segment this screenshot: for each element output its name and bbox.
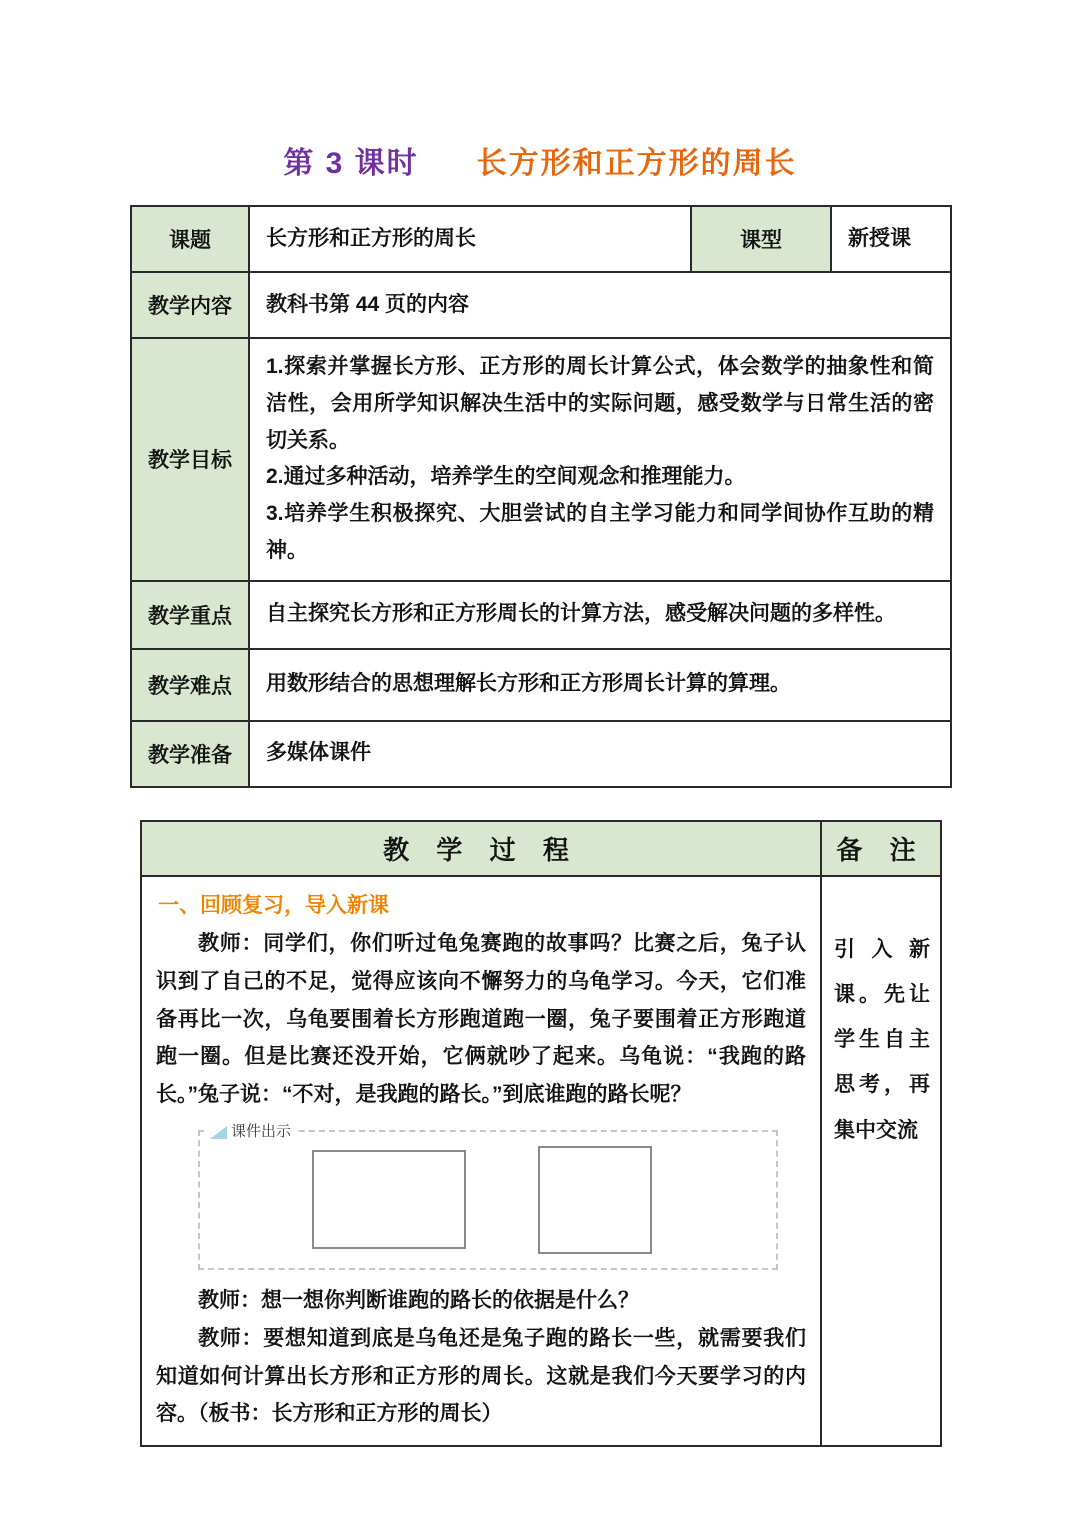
teacher-paragraph: 教师：同学们，你们听过龟兔赛跑的故事吗？比赛之后，兔子认识到了自己的不足，觉得应该向不懈努力的乌龟学习。今天，它们准备再比一次，乌龟要围着长方形跑道跑一圈，兔子要围着正方形跑道跑一圈。但是比赛还没开始，它俩就吵了起来。乌龟说：“我跑的路长。”兔子说：“不对，是我跑的路长。”到底谁跑的路长呢？ [156, 932, 806, 1107]
document-title [0, 138, 1080, 182]
key-point-label: 教学重点 [131, 581, 249, 649]
table-row [131, 206, 951, 272]
teaching-process-table [140, 820, 942, 1447]
teacher-paragraph: 教师：想一想你判断谁跑的路长的依据是什么？ [198, 1288, 639, 1312]
difficulty-value: 用数形结合的思想理解长方形和正方形周长计算的算理。 [249, 649, 951, 721]
note-cell [821, 876, 941, 1446]
section-heading: 一、回顾复习，导入新课 [158, 894, 389, 917]
objective-item: 2.通过多种活动，培养学生的空间观念和推理能力。 [266, 465, 746, 489]
square-shape [538, 1146, 652, 1254]
teacher-paragraph: 教师：要想知道到底是乌龟还是兔子跑的路长一些，就需要我们知道如何计算出长方形和正方形的周长。这就是我们今天要学习的内容。（板书：长方形和正方形的周长） [156, 1326, 806, 1426]
table-row [131, 272, 951, 338]
preparation-value: 多媒体课件 [249, 721, 951, 787]
teaching-content-value: 教科书第 44 页的内容 [249, 272, 951, 338]
objective-item: 3.培养学生积极探究、大胆尝试的自主学习能力和同学间协作互助的精神。 [266, 502, 934, 562]
table-row [141, 876, 941, 1446]
process-content-cell [141, 876, 821, 1446]
preparation-label: 教学准备 [131, 721, 249, 787]
courseware-label-row [204, 1120, 297, 1141]
courseware-callout [198, 1122, 778, 1270]
table-row [141, 821, 941, 876]
table-row [131, 338, 951, 581]
difficulty-label: 教学难点 [131, 649, 249, 721]
subject-label: 课题 [131, 206, 249, 272]
key-point-value: 自主探究长方形和正方形周长的计算方法，感受解决问题的多样性。 [249, 581, 951, 649]
table-row [131, 721, 951, 787]
note-text: 引入新课。先让学生自主思考，再集中交流 [834, 938, 930, 1142]
objectives-label: 教学目标 [131, 338, 249, 581]
lesson-number: 第 3 课时 [283, 147, 419, 180]
objectives-value [249, 338, 951, 581]
table-row [131, 581, 951, 649]
objective-item: 1.探索并掌握长方形、正方形的周长计算公式，体会数学的抽象性和简洁性，会用所学知识解决生活中的实际问题，感受数学与日常生活的密切关系。 [266, 355, 934, 452]
teaching-content-label: 教学内容 [131, 272, 249, 338]
subject-value: 长方形和正方形的周长 [249, 206, 691, 272]
lesson-info-table [130, 205, 952, 788]
course-type-value: 新授课 [831, 206, 951, 272]
notes-header: 备 注 [821, 821, 941, 876]
table-row [131, 649, 951, 721]
courseware-triangle-icon [210, 1126, 227, 1139]
process-header: 教 学 过 程 [141, 821, 821, 876]
rectangle-shape [312, 1150, 466, 1249]
courseware-label: 课件出示 [231, 1122, 292, 1140]
courseware-image-area [198, 1130, 778, 1270]
course-type-label: 课型 [691, 206, 831, 272]
lesson-topic: 长方形和正方形的周长 [476, 147, 797, 180]
